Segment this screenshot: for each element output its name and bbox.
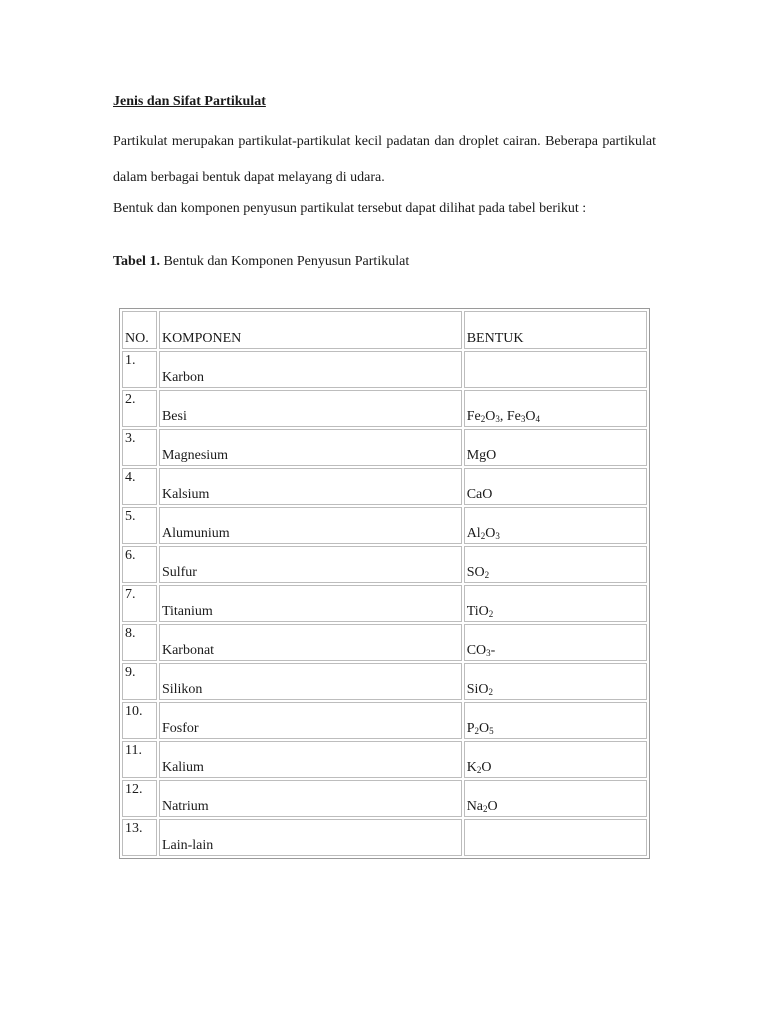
komponen-name: Lain-lain <box>161 838 214 853</box>
formula-text: , Fe <box>499 409 521 424</box>
formula-subscript: 3 <box>495 414 500 424</box>
bentuk-cell <box>464 429 647 466</box>
table-caption <box>113 254 409 270</box>
formula-text: O <box>485 409 496 424</box>
row-number-cell <box>122 780 157 817</box>
formula-subscript: 2 <box>484 570 490 580</box>
table-row <box>122 780 647 817</box>
row-number-cell <box>122 585 157 622</box>
bentuk-formula <box>467 721 494 737</box>
row-number-cell <box>122 702 157 739</box>
header-bentuk: BENTUK <box>464 311 647 349</box>
table-row <box>122 429 647 466</box>
bentuk-cell <box>464 546 647 583</box>
bentuk-formula <box>467 799 498 815</box>
row-number-cell <box>122 663 157 700</box>
row-number: 9. <box>125 665 136 680</box>
table-caption-text: Bentuk dan Komponen Penyusun Partikulat <box>159 254 410 269</box>
bentuk-formula <box>467 526 500 542</box>
formula-text: TiO <box>466 604 489 619</box>
komponen-cell <box>159 468 462 505</box>
row-number-cell <box>122 819 157 856</box>
komponen-cell <box>159 741 462 778</box>
table-row <box>122 819 647 856</box>
komponen-name: Alumunium <box>161 526 230 541</box>
row-number: 2. <box>125 392 136 407</box>
table-row <box>122 741 647 778</box>
row-number-cell <box>122 546 157 583</box>
formula-text: Fe <box>466 409 481 424</box>
komponen-cell <box>159 780 462 817</box>
bentuk-cell <box>464 741 647 778</box>
row-number-cell <box>122 624 157 661</box>
formula-text: O <box>487 799 498 814</box>
row-number: 7. <box>125 587 136 602</box>
row-number-cell <box>122 468 157 505</box>
row-number: 8. <box>125 626 136 641</box>
bentuk-cell <box>464 390 647 427</box>
komponen-cell <box>159 507 462 544</box>
table-row <box>122 468 647 505</box>
row-number: 5. <box>125 509 136 524</box>
komponen-name: Silikon <box>161 682 203 697</box>
bentuk-cell <box>464 468 647 505</box>
formula-text: O <box>478 721 490 736</box>
row-number: 4. <box>125 470 136 485</box>
bentuk-formula <box>467 487 493 503</box>
komponen-name: Fosfor <box>161 721 199 736</box>
formula-subscript: 2 <box>480 531 486 541</box>
table-row <box>122 546 647 583</box>
komponen-cell <box>159 390 462 427</box>
formula-subscript: 3 <box>495 531 500 541</box>
row-number-cell <box>122 429 157 466</box>
bentuk-cell <box>464 780 647 817</box>
table-row <box>122 507 647 544</box>
formula-subscript: 2 <box>483 804 488 814</box>
section-heading: Jenis dan Sifat Partikulat <box>113 94 266 109</box>
table-header-row <box>122 311 647 349</box>
komponen-cell <box>159 351 462 388</box>
formula-text: CO <box>466 643 487 658</box>
formula-subscript: 3 <box>486 648 491 658</box>
formula-text: P <box>466 721 475 736</box>
formula-subscript: 4 <box>535 414 540 424</box>
komponen-cell <box>159 585 462 622</box>
row-number: 6. <box>125 548 136 563</box>
bentuk-cell <box>464 351 647 388</box>
bentuk-formula <box>467 565 489 581</box>
komponen-name: Besi <box>161 409 187 424</box>
formula-text: SiO <box>466 682 489 697</box>
formula-text: O <box>525 409 536 424</box>
bentuk-cell <box>464 624 647 661</box>
formula-text: MgO <box>466 448 497 463</box>
komponen-name: Kalium <box>161 760 204 775</box>
formula-text: Al <box>466 526 481 541</box>
komponen-cell <box>159 624 462 661</box>
row-number: 12. <box>125 782 143 797</box>
header-komponen: KOMPONEN <box>159 311 462 349</box>
komponen-name: Natrium <box>161 799 209 814</box>
bentuk-formula <box>467 409 540 425</box>
row-number: 1. <box>125 353 136 368</box>
row-number-cell <box>122 507 157 544</box>
table-row <box>122 624 647 661</box>
particulate-table <box>119 308 650 859</box>
row-number-cell <box>122 351 157 388</box>
formula-text: SO <box>466 565 485 580</box>
komponen-name: Sulfur <box>161 565 197 580</box>
formula-subscript: 2 <box>474 726 479 736</box>
header-no: NO. <box>122 311 157 349</box>
formula-subscript: 3 <box>520 414 526 424</box>
formula-text: O <box>485 526 496 541</box>
bentuk-cell <box>464 819 647 856</box>
formula-text: K <box>466 760 477 775</box>
komponen-name: Titanium <box>161 604 213 619</box>
komponen-cell <box>159 702 462 739</box>
table-intro-paragraph: Bentuk dan komponen penyusun partikulat tersebut dapat dilihat pada tabel berikut : <box>113 201 587 216</box>
row-number-cell <box>122 741 157 778</box>
komponen-name: Karbonat <box>161 643 215 658</box>
bentuk-formula <box>467 760 492 776</box>
bentuk-formula <box>467 682 493 698</box>
komponen-cell <box>159 663 462 700</box>
bentuk-formula <box>467 604 494 620</box>
formula-text: - <box>490 643 496 658</box>
formula-text: Na <box>466 799 484 814</box>
table-row <box>122 351 647 388</box>
komponen-cell <box>159 546 462 583</box>
komponen-name: Kalsium <box>161 487 210 502</box>
formula-text: O <box>481 760 492 775</box>
komponen-cell <box>159 429 462 466</box>
row-number: 13. <box>125 821 143 836</box>
bentuk-cell <box>464 585 647 622</box>
intro-paragraph: Partikulat merupakan partikulat-partikulat kecil padatan dan droplet cairan. Beberapa partikulat dalam berbagai bentuk dapat melayang di udara. <box>113 134 656 185</box>
table-row <box>122 702 647 739</box>
formula-subscript: 2 <box>476 765 482 775</box>
formula-subscript: 5 <box>489 726 494 736</box>
table-caption-label: Tabel 1. <box>113 254 160 269</box>
table-row <box>122 585 647 622</box>
komponen-name: Karbon <box>161 370 204 385</box>
bentuk-cell <box>464 702 647 739</box>
komponen-name: Magnesium <box>161 448 229 463</box>
row-number: 11. <box>125 743 142 758</box>
bentuk-cell <box>464 663 647 700</box>
komponen-cell <box>159 819 462 856</box>
bentuk-formula <box>467 643 496 659</box>
formula-subscript: 2 <box>488 609 494 619</box>
row-number: 3. <box>125 431 136 446</box>
table-row <box>122 663 647 700</box>
formula-text: CaO <box>466 487 493 502</box>
bentuk-cell <box>464 507 647 544</box>
table-row <box>122 390 647 427</box>
bentuk-formula <box>467 448 497 464</box>
formula-subscript: 2 <box>488 687 493 697</box>
formula-subscript: 2 <box>480 414 486 424</box>
row-number-cell <box>122 390 157 427</box>
row-number: 10. <box>125 704 143 719</box>
